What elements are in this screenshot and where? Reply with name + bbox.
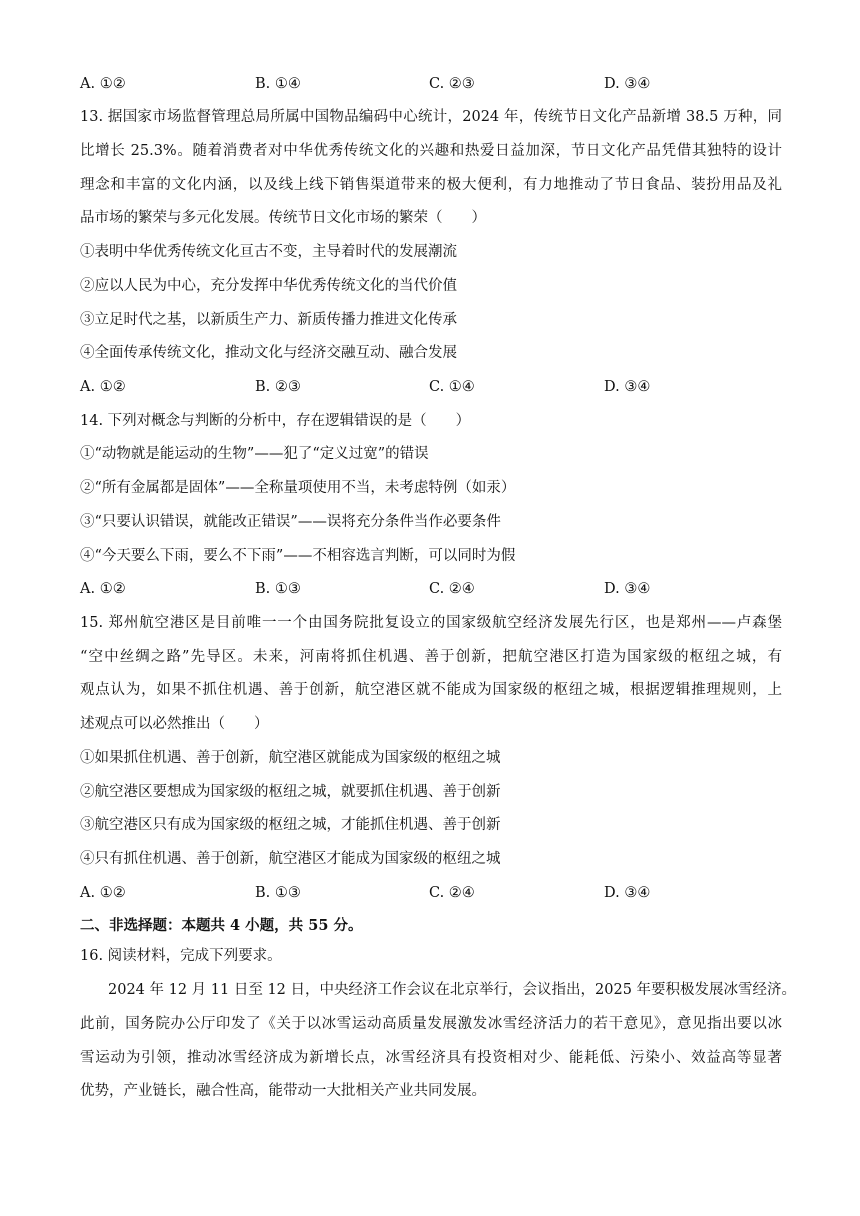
- q13-option-b[interactable]: B. ②③: [255, 379, 301, 395]
- q14-stem: 14. 下列对概念与判断的分析中，存在逻辑错误的是（ ）: [80, 413, 471, 429]
- q16-material-line-4: 优势，产业链长，融合性高，能带动一大批相关产业共同发展。: [80, 1083, 486, 1099]
- q14-option-a[interactable]: A. ①②: [80, 581, 126, 597]
- q13-statement-3: ③立足时代之基，以新质生产力、新质传播力推进文化传承: [80, 312, 457, 328]
- q12-options: [80, 74, 782, 94]
- q15-option-a[interactable]: A. ①②: [80, 885, 126, 901]
- q14-statement-4: ④“今天要么下雨，要么不下雨”——不相容选言判断，可以同时为假: [80, 548, 516, 564]
- q16-stem: 16. 阅读材料，完成下列要求。: [80, 948, 282, 964]
- q13-stem-line-3: 理念和丰富的文化内涵，以及线上线下销售渠道带来的极大便利，有力地推动了节日食品、装扮用品及礼: [80, 177, 782, 193]
- q13-stem-line-4: 品市场的繁荣与多元化发展。传统节日文化市场的繁荣（ ）: [80, 210, 486, 226]
- q16-material-line-3: 雪运动为引领，推动冰雪经济成为新增长点，冰雪经济具有投资相对少、能耗低、污染小、效益高等显著: [80, 1050, 782, 1066]
- q15-stem-line-4: 述观点可以必然推出（ ）: [80, 716, 269, 732]
- q14-option-b[interactable]: B. ①③: [255, 581, 301, 597]
- q15-statement-3: ③航空港区只有成为国家级的枢纽之城，才能抓住机遇、善于创新: [80, 817, 501, 833]
- q14-statement-3: ③“只要认识错误，就能改正错误”——误将充分条件当作必要条件: [80, 514, 501, 530]
- q14-options: [80, 579, 782, 599]
- q13-stem-line-1: 13. 据国家市场监督管理总局所属中国物品编码中心统计，2024 年，传统节日文化产品新增 38.5 万种，同: [80, 109, 782, 125]
- q13-stem-line-2: 比增长 25.3%。随着消费者对中华优秀传统文化的兴趣和热爱日益加深，节日文化产品凭借其独特的设计: [80, 143, 782, 159]
- q14-statement-2: ②“所有金属都是固体”——全称量项使用不当，未考虑特例（如汞）: [80, 480, 516, 496]
- q15-option-d[interactable]: D. ③④: [604, 885, 651, 901]
- q13-option-c[interactable]: C. ①④: [429, 379, 475, 395]
- q12-option-b[interactable]: B. ①④: [255, 76, 301, 92]
- q15-stem-line-3: 观点认为，如果不抓住机遇、善于创新，航空港区就不能成为国家级的枢纽之城，根据逻辑推理规则，上: [80, 682, 782, 698]
- q14-option-d[interactable]: D. ③④: [604, 581, 651, 597]
- q15-statement-2: ②航空港区要想成为国家级的枢纽之城，就要抓住机遇、善于创新: [80, 784, 501, 800]
- q15-options: [80, 883, 782, 903]
- q14-option-c[interactable]: C. ②④: [429, 581, 475, 597]
- q15-option-c[interactable]: C. ②④: [429, 885, 475, 901]
- q13-option-a[interactable]: A. ①②: [80, 379, 126, 395]
- q15-stem-line-1: 15. 郑州航空港区是目前唯一一个由国务院批复设立的国家级航空经济发展先行区，也是郑州——卢森堡: [80, 615, 782, 631]
- q15-option-b[interactable]: B. ①③: [255, 885, 301, 901]
- q16-material-line-2: 此前，国务院办公厅印发了《关于以冰雪运动高质量发展激发冰雪经济活力的若干意见》，意见指出要以冰: [80, 1016, 782, 1032]
- q12-option-d[interactable]: D. ③④: [604, 76, 651, 92]
- section-heading: 二、非选择题：本题共 4 小题，共 55 分。: [80, 917, 363, 934]
- q12-option-c[interactable]: C. ②③: [429, 76, 475, 92]
- q13-statement-1: ①表明中华优秀传统文化亘古不变，主导着时代的发展潮流: [80, 244, 457, 260]
- q13-option-d[interactable]: D. ③④: [604, 379, 651, 395]
- q15-stem-line-2: “空中丝绸之路”先导区。未来，河南将抓住机遇、善于创新，把航空港区打造为国家级的枢纽之城，有: [80, 649, 782, 665]
- q13-options: [80, 377, 782, 397]
- q14-statement-1: ①“动物就是能运动的生物”——犯了“定义过宽”的错误: [80, 446, 429, 462]
- q13-statement-4: ④全面传承传统文化，推动文化与经济交融互动、融合发展: [80, 345, 457, 361]
- q15-statement-1: ①如果抓住机遇、善于创新，航空港区就能成为国家级的枢纽之城: [80, 750, 501, 766]
- q16-material-line-1: 2024 年 12 月 11 日至 12 日，中央经济工作会议在北京举行，会议指出，2025 年要积极发展冰雪经济。: [108, 982, 797, 998]
- q12-option-a[interactable]: A. ①②: [80, 76, 126, 92]
- q15-statement-4: ④只有抓住机遇、善于创新，航空港区才能成为国家级的枢纽之城: [80, 851, 501, 867]
- q13-statement-2: ②应以人民为中心，充分发挥中华优秀传统文化的当代价值: [80, 278, 457, 294]
